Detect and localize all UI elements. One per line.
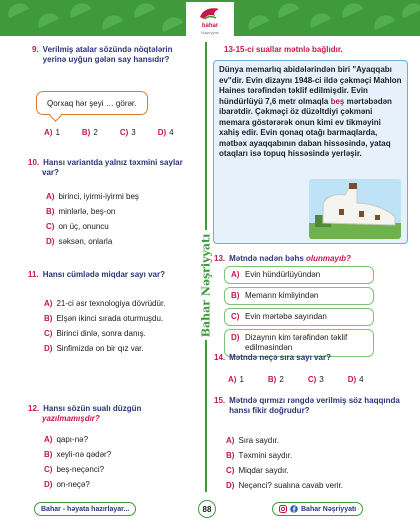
leaf-decoration — [35, 10, 59, 28]
leaf-decoration — [159, 14, 183, 32]
option-a[interactable]: A) 21-ci əsr texnologiya dövrüdür. — [44, 299, 166, 308]
question-text: Verilmiş atalar sözündə nöqtələrin yerinə uyğun gələn say hansıdır? — [42, 45, 173, 64]
logo-text: bahar — [201, 23, 219, 29]
option-a[interactable]: A) 1 — [44, 128, 60, 137]
leaf-decoration — [307, 10, 331, 28]
q14-options — [228, 375, 364, 384]
option-b[interactable]: B) xeyli-nə qədər? — [44, 450, 112, 459]
question-text-cont: var? — [42, 168, 59, 177]
option-a[interactable]: A) Evin hündürlüyündən — [224, 266, 374, 284]
question-text: Mətndə qırmızı rəngdə verilmiş söz haqqında hansı fikir doğrudur? — [229, 396, 400, 415]
publisher-logo — [186, 2, 234, 42]
option-c[interactable]: C) on üç, onuncu — [46, 222, 109, 231]
question-number: 14. — [214, 353, 226, 362]
leaf-decoration — [67, 0, 91, 18]
option-a[interactable]: A) Sıra saydır. — [226, 436, 279, 445]
leaf-decoration — [5, 0, 29, 18]
option-c[interactable]: C) beş-neçənci? — [44, 465, 105, 474]
question-14 — [214, 353, 409, 363]
side-label — [191, 230, 221, 340]
question-10 — [28, 158, 193, 178]
passage-highlight: beş — [330, 96, 345, 106]
leaf-decoration — [131, 0, 155, 18]
option-d[interactable]: D) Sinfimizdə on bir qız var. — [44, 344, 144, 353]
passage-text: Dünya memarlıq abidələrindən biri "Ayaqqabı ev"dir. Evin dizaynı 1948-ci ildə çəkməçi Mahlon Haines tərəfindən təklif edilmişdir. Evin hündürlüyü 7,6 metr olmaqla — [219, 65, 402, 106]
question-9 — [32, 45, 192, 65]
option-d[interactable]: D) Dizaynın kim tərəfindən təklif edilməsindən — [224, 329, 374, 357]
question-12 — [28, 404, 193, 424]
question-number: 9. — [32, 45, 39, 54]
option-b[interactable]: B) Memarın kimliyindən — [224, 287, 374, 305]
question-15 — [214, 396, 409, 416]
bird-logo-icon — [197, 5, 223, 23]
option-c[interactable]: C) Evin mərtəbə sayından — [224, 308, 374, 326]
option-a[interactable]: A) 1 — [228, 375, 244, 384]
option-c[interactable]: C) Miqdar saydır. — [226, 466, 289, 475]
shoe-house-image — [309, 179, 401, 239]
option-c[interactable]: C) Birinci dinlə, sonra danış. — [44, 329, 146, 338]
logo-subtext: Nəşriyyatı — [201, 30, 219, 35]
option-b[interactable]: B) minlərlə, beş-on — [46, 207, 116, 216]
question-text: Hansı sözün sualı düzgün — [43, 404, 142, 413]
option-d[interactable]: D) on-neçə? — [44, 480, 90, 489]
leaf-decoration — [275, 0, 299, 18]
option-d[interactable]: D) səksən, onlarla — [46, 237, 113, 246]
option-a[interactable]: A) birinci, iyirmi-iyirmi beş — [46, 192, 139, 201]
question-emphasis: yazılmamışdır? — [42, 414, 100, 423]
q11-options — [44, 299, 192, 359]
option-b[interactable]: B) 2 — [81, 128, 98, 137]
leaf-decoration — [371, 12, 395, 30]
question-11 — [28, 270, 178, 280]
reading-passage — [213, 60, 408, 244]
question-number: 13. — [214, 254, 226, 263]
q13-options — [224, 266, 374, 360]
footer-slogan: Bahar - həyata hazırlayar... — [34, 502, 136, 516]
q15-options — [226, 436, 343, 496]
question-text: Hansı cümlədə miqdar sayı var? — [42, 270, 165, 279]
option-b[interactable]: B) Təxmini saydır. — [226, 451, 293, 460]
instagram-icon — [279, 505, 287, 513]
question-number: 11. — [28, 270, 39, 279]
proverb-text: Qorxaq hər şeyi … görər. — [47, 98, 137, 108]
leaf-decoration — [399, 0, 420, 18]
side-label-text: Bahar Nəşriyyatı — [199, 233, 213, 337]
footer-publisher: Bahar Nəşriyyatı — [272, 502, 363, 516]
option-b[interactable]: B) 2 — [267, 375, 284, 384]
question-text: Mətndə nədən bəhs — [229, 254, 304, 263]
facebook-icon — [290, 505, 298, 513]
question-number: 10. — [28, 158, 40, 167]
question-emphasis: olunmayıb? — [306, 254, 351, 263]
question-13 — [214, 254, 409, 264]
q10-options — [46, 192, 139, 252]
question-number: 15. — [214, 396, 226, 405]
leaf-decoration — [99, 12, 123, 30]
leaf-decoration — [339, 0, 363, 18]
question-text: Hansı variantda yalnız təxmini saylar — [43, 158, 183, 167]
option-d[interactable]: D) 4 — [157, 128, 174, 137]
q12-options — [44, 435, 111, 495]
page-number: 88 — [198, 500, 216, 518]
option-d[interactable]: D) Neçənci? sualına cavab verir. — [226, 481, 343, 490]
section-title: 13-15-ci suallar mətnlə bağlıdır. — [224, 45, 343, 54]
question-number: 12. — [28, 404, 40, 413]
option-a[interactable]: A) qapı-nə? — [44, 435, 89, 444]
option-c[interactable]: C) 3 — [119, 128, 136, 137]
passage-text-cont: mərtəbədən ibarətdir. Çəkməçi öz düzəltdiyi çəkməni memara göstərərək onun kimi ev tikməyini xahiş edir. Evin qonaq otağı barmaqlarda, mətbəx ayaqqabının daban hissəsində, yataq otaqları isə topuq hissəsində yerləşir. — [219, 96, 392, 158]
leaf-decoration — [245, 12, 269, 30]
q9-options — [44, 128, 174, 137]
option-c[interactable]: C) 3 — [307, 375, 324, 384]
question-text: Mətndə neçə sıra sayı var? — [229, 353, 331, 362]
option-b[interactable]: B) Elşən ikinci sırada oturmuşdu. — [44, 314, 164, 323]
option-d[interactable]: D) 4 — [347, 375, 364, 384]
footer — [0, 498, 420, 530]
proverb-bubble — [36, 91, 148, 115]
